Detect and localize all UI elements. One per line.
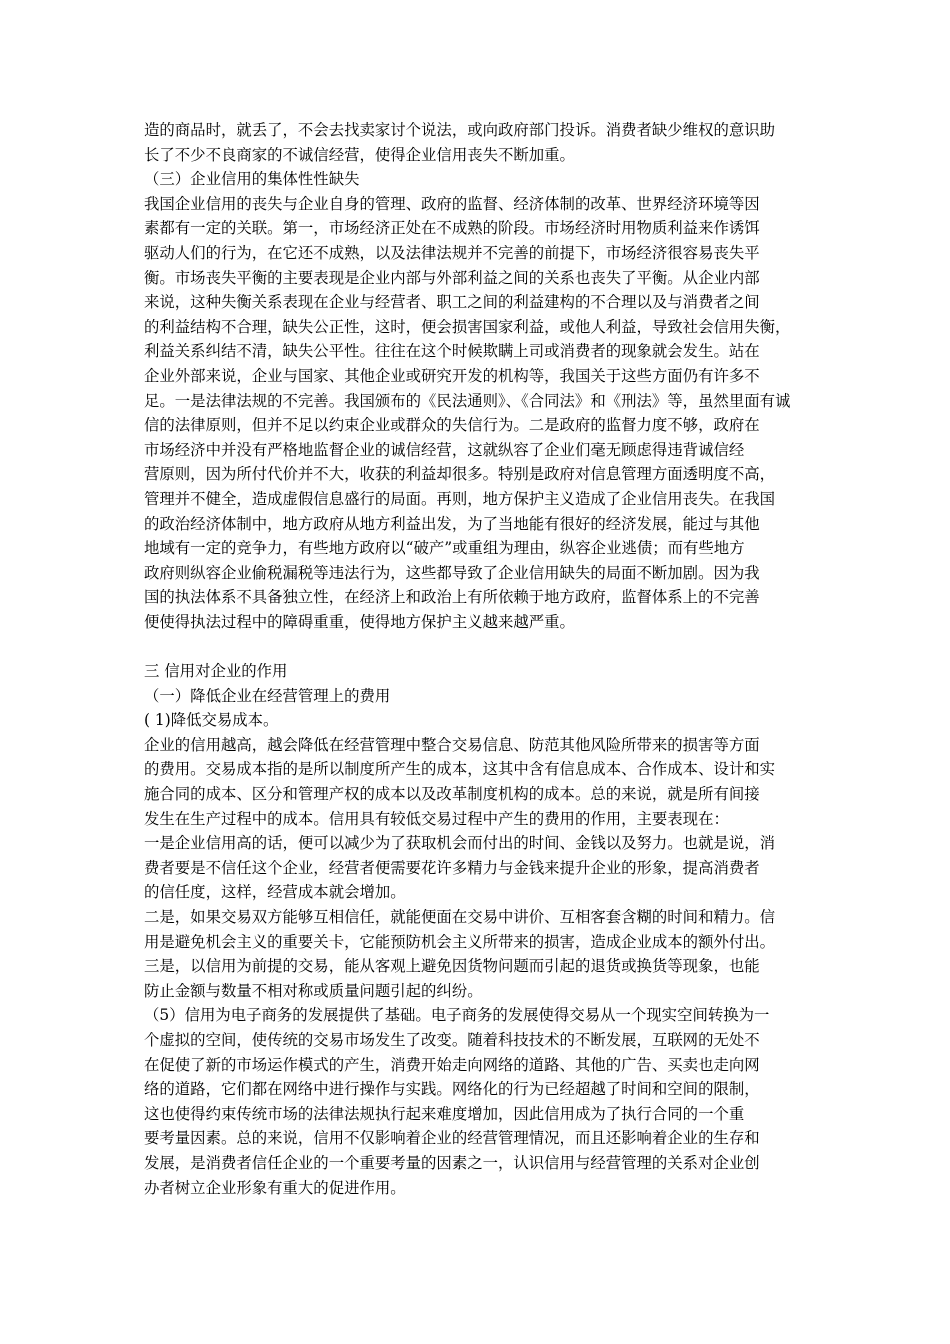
text-line: 用是避免机会主义的重要关卡，它能预防机会主义所带来的损害，造成企业成本的额外付出。 — [144, 932, 776, 951]
text-line: 的信任度，这样，经营成本就会增加。 — [144, 883, 406, 902]
text-line: （三）企业信用的集体性性缺失 — [144, 170, 360, 189]
text-line: 这也使得约束传统市场的法律法规执行起来难度增加，因此信用成为了执行合同的一个重 — [144, 1104, 745, 1123]
text-line: 要考量因素。总的来说，信用不仅影响着企业的经营管理情况，而且还影响着企业的生存和 — [144, 1129, 760, 1148]
text-line: 驱动人们的行为，在它还不成熟，以及法律法规并不完善的前提下，市场经济很容易丧失平 — [144, 243, 760, 262]
text-line: 利益关系纠结不清，缺失公平性。往往在这个时候欺瞒上司或消费者的现象就会发生。站在 — [144, 342, 760, 361]
text-line: 足。一是法律法规的不完善。我国颁布的《民法通则》、《合同法》和《刑法》等，虽然里面有诚 — [144, 391, 791, 410]
text-line: 个虚拟的空间，使传统的交易市场发生了改变。随着科技技术的不断发展，互联网的无处不 — [144, 1030, 760, 1049]
text-line: 办者树立企业形象有重大的促进作用。 — [144, 1178, 406, 1197]
text-line: 素都有一定的关联。第一，市场经济正处在不成熟的阶段。市场经济时用物质利益来作诱饵 — [144, 219, 760, 238]
text-line: 发生在生产过程中的成本。信用具有较低交易过程中产生的费用的作用，主要表现在： — [144, 809, 729, 828]
text-line: 三是，以信用为前提的交易，能从客观上避免因货物问题而引起的退货或换货等现象，也能 — [144, 957, 760, 976]
text-line: 政府则纵容企业偷税漏税等违法行为，这些都导致了企业信用缺失的局面不断加剧。因为我 — [144, 563, 760, 582]
text-line: 的政治经济体制中，地方政府从地方利益出发，为了当地能有很好的经济发展，能过与其他 — [144, 514, 760, 533]
document-page — [144, 118, 822, 1200]
text-line: 造的商品时，就丢了，不会去找卖家讨个说法，或向政府部门投诉。消费者缺少维权的意识助 — [144, 121, 776, 139]
text-line: 防止金额与数量不相对称或质量问题引起的纠纷。 — [144, 981, 483, 1000]
document-body — [144, 118, 822, 1200]
text-line: 在促使了新的市场运作模式的产生，消费开始走向网络的道路、其他的广告、买卖也走向网 — [144, 1055, 760, 1074]
text-line: 地域有一定的竞争力，有些地方政府以“破产”或重组为理由，纵容企业逃债；而有些地方 — [144, 539, 745, 558]
text-line: 管理并不健全，造成虚假信息盛行的局面。再则，地方保护主义造成了企业信用丧失。在我国 — [144, 489, 776, 508]
text-line: （一）降低企业在经营管理上的费用 — [144, 686, 391, 705]
text-line: 三 信用对企业的作用 — [144, 662, 288, 681]
text-line: （5）信用为电子商务的发展提供了基础。电子商务的发展使得交易从一个现实空间转换为一 — [144, 1006, 770, 1025]
blank-line — [144, 634, 822, 659]
text-line: 衡。市场丧失平衡的主要表现是企业内部与外部利益之间的关系也丧失了平衡。从企业内部 — [144, 268, 760, 287]
text-line: 信的法律原则，但并不足以约束企业或群众的失信行为。二是政府的监督力度不够，政府在 — [144, 416, 760, 435]
text-line: 一是企业信用高的话，便可以减少为了获取机会而付出的时间、金钱以及努力。也就是说，消 — [144, 834, 776, 853]
text-line: 来说，这种失衡关系表现在企业与经营者、职工之间的利益建构的不合理以及与消费者之间 — [144, 293, 760, 312]
text-line: 营原则，因为所付代价并不大，收获的利益却很多。特别是政府对信息管理方面透明度不高， — [144, 465, 776, 484]
text-line: 市场经济中并没有严格地监督企业的诚信经营，这就纵容了企业们毫无顾虑得违背诚信经 — [144, 440, 745, 459]
text-line: 的费用。交易成本指的是所以制度所产生的成本，这其中含有信息成本、合作成本、设计和实 — [144, 760, 776, 779]
text-line: 施合同的成本、区分和管理产权的成本以及改革制度机构的成本。总的来说，就是所有间接 — [144, 785, 760, 804]
text-line: 的利益结构不合理，缺失公正性，这时，便会损害国家利益，或他人利益，导致社会信用失衡， — [144, 317, 791, 336]
text-line: 便使得执法过程中的障碍重重，使得地方保护主义越来越严重。 — [144, 612, 575, 631]
text-line: 国的执法体系不具备独立性，在经济上和政治上有所依赖于地方政府，监督体系上的不完善 — [144, 588, 760, 607]
text-line: 企业的信用越高，越会降低在经营管理中整合交易信息、防范其他风险所带来的损害等方面 — [144, 735, 760, 754]
text-line: 长了不少不良商家的不诚信经营，使得企业信用丧失不断加重。 — [144, 145, 575, 164]
text-line: 企业外部来说，企业与国家、其他企业或研究开发的机构等，我国关于这些方面仍有许多不 — [144, 366, 760, 385]
text-line: ( 1)降低交易成本。 — [144, 711, 279, 730]
text-line: 费者要是不信任这个企业，经营者便需要花许多精力与金钱来提升企业的形象，提高消费者 — [144, 858, 760, 877]
text-line: 我国企业信用的丧失与企业自身的管理、政府的监督、经济体制的改革、世界经济环境等因 — [144, 194, 760, 213]
text-line: 二是，如果交易双方能够互相信任，就能便面在交易中讲价、互相客套含糊的时间和精力。信 — [144, 908, 776, 926]
text-line: 络的道路，它们都在网络中进行操作与实践。网络化的行为已经超越了时间和空间的限制， — [144, 1080, 760, 1099]
text-line: 发展，是消费者信任企业的一个重要考量的因素之一，认识信用与经营管理的关系对企业创 — [144, 1153, 760, 1172]
